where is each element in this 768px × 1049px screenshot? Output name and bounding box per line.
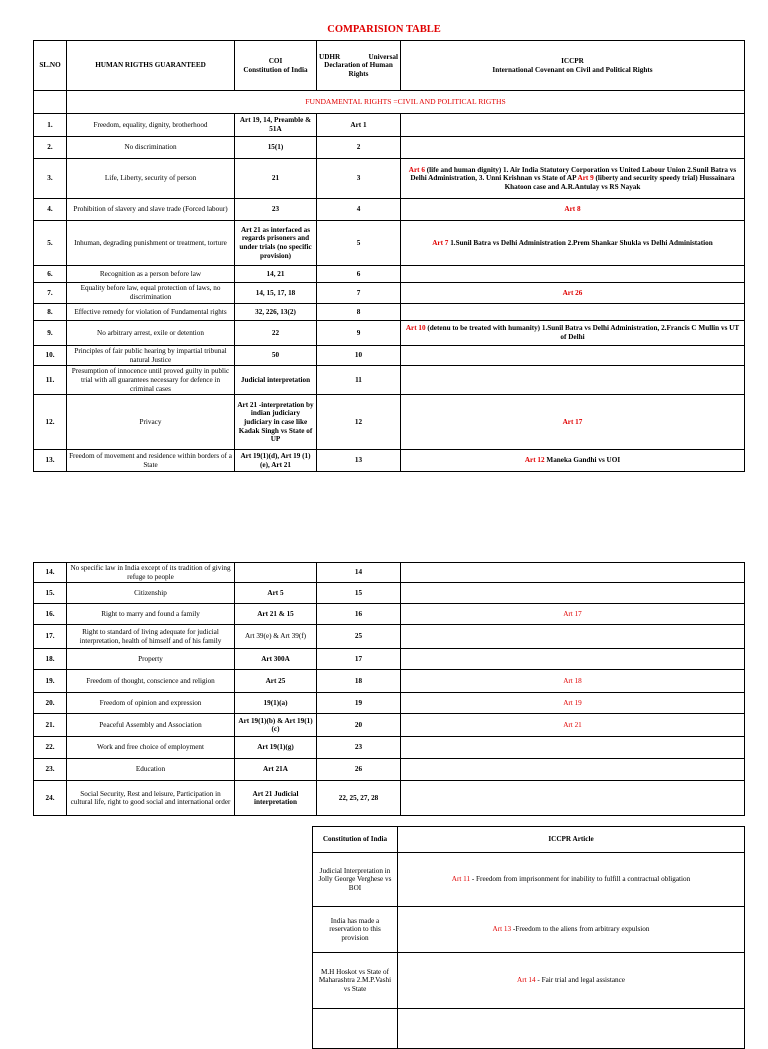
row-udhr: 19: [317, 693, 401, 714]
row-iccpr: [401, 304, 745, 321]
row-coi: Art 19(1)(b) & Art 19(1)(c): [235, 714, 317, 737]
row-udhr: 3: [317, 159, 401, 199]
table-row: [34, 693, 745, 714]
iccpr-header-article: ICCPR Article: [398, 827, 745, 853]
iccpr-header-row: [313, 827, 745, 853]
table-row: [313, 853, 745, 907]
row-right: No arbitrary arrest, exile or detention: [67, 321, 235, 346]
row-udhr: 7: [317, 283, 401, 304]
row-iccpr: [401, 266, 745, 283]
row-coi: 32, 226, 13(2): [235, 304, 317, 321]
row-iccpr: [401, 366, 745, 395]
row-right: Peaceful Assembly and Association: [67, 714, 235, 737]
row-right: Privacy: [67, 395, 235, 450]
row-number: 22.: [34, 737, 67, 759]
header-udhr: [317, 41, 401, 91]
row-udhr: 10: [317, 346, 401, 366]
header-row: [34, 41, 745, 91]
row-udhr: 8: [317, 304, 401, 321]
row-right: Presumption of innocence until proved guilty in public trial with all guarantees necessary for defence in criminal cases: [67, 366, 235, 395]
iccpr-article-table: [312, 826, 745, 1049]
row-coi: Judicial interpretation: [235, 366, 317, 395]
table-row: [34, 221, 745, 266]
row-right: Right to standard of living adequate for judicial interpretation, health of himself and of his family: [67, 625, 235, 649]
row-number: 2.: [34, 137, 67, 159]
row-coi: Art 21A: [235, 759, 317, 781]
iccpr-article: Art 26: [562, 288, 583, 297]
header-iccpr-full: International Covenant on Civil and Political Rights: [492, 65, 653, 74]
iccpr-article: Art 13: [492, 925, 512, 934]
row-coi: Art 5: [235, 583, 317, 604]
row-udhr: 18: [317, 670, 401, 693]
row-number: 18.: [34, 649, 67, 670]
row-udhr: 11: [317, 366, 401, 395]
row-coi: 15(1): [235, 137, 317, 159]
table-row: [34, 114, 745, 137]
row-number: 1.: [34, 114, 67, 137]
row-number: 16.: [34, 604, 67, 625]
iccpr-detail: Maneka Gandhi vs UOI: [544, 456, 621, 465]
header-udhr-full: Declaration of Human Rights: [324, 61, 393, 78]
row-number: 20.: [34, 693, 67, 714]
header-slno: SL.NO: [34, 41, 67, 91]
table-row: [34, 283, 745, 304]
row-coi: Art 21 & 15: [235, 604, 317, 625]
row-right: Citizenship: [67, 583, 235, 604]
row-right: No discrimination: [67, 137, 235, 159]
row-coi: 14, 21: [235, 266, 317, 283]
row-number: 24.: [34, 781, 67, 816]
row-coi: Art 300A: [235, 649, 317, 670]
row-right: Education: [67, 759, 235, 781]
iccpr-detail: - Freedom from imprisonment for inability to fulfill a contractual obligation: [470, 875, 691, 884]
row-number: 8.: [34, 304, 67, 321]
row-coi: Art 19(1)(d), Art 19 (1)(e), Art 21: [235, 450, 317, 472]
row-iccpr: [401, 283, 745, 304]
row-number: 13.: [34, 450, 67, 472]
row-coi: Art 19(1)(g): [235, 737, 317, 759]
row-udhr: 4: [317, 199, 401, 221]
iccpr-detail: (life and human dignity) 1. Air India Statutory Corporation vs United Labour Union 2.Sunil Batra vs Delhi Administration, 3. Unni Krishnan vs State of AP: [410, 165, 737, 183]
row-udhr: 13: [317, 450, 401, 472]
table-row: [34, 625, 745, 649]
iccpr-article: Art 7: [432, 238, 449, 247]
row-udhr: 25: [317, 625, 401, 649]
row-udhr: 20: [317, 714, 401, 737]
row-right: Freedom, equality, dignity, brotherhood: [67, 114, 235, 137]
header-coi-abbr: COI: [268, 56, 283, 65]
row-right: Freedom of thought, conscience and religion: [67, 670, 235, 693]
row-number: 9.: [34, 321, 67, 346]
row-coi: Art 21 Judicial interpretation: [235, 781, 317, 816]
row-iccpr: [401, 450, 745, 472]
row-iccpr: [401, 649, 745, 670]
header-udhr-abbr: UDHR: [319, 52, 341, 61]
row-iccpr-article: [398, 953, 745, 1009]
row-udhr: 17: [317, 649, 401, 670]
row-right: No specific law in India except of its tradition of giving refuge to people: [67, 563, 235, 583]
section-blank: [34, 91, 67, 114]
row-right: Work and free choice of employment: [67, 737, 235, 759]
row-coi: India has made a reservation to this provision: [313, 907, 398, 953]
iccpr-article: Art 8: [564, 205, 581, 214]
section-row: [34, 91, 745, 114]
row-udhr: 12: [317, 395, 401, 450]
comparison-table-main: [33, 40, 745, 472]
row-right: Social Security, Rest and leisure, Participation in cultural life, right to good social and international order: [67, 781, 235, 816]
header-udhr-word: Universal: [368, 52, 398, 61]
table-row: [34, 759, 745, 781]
row-iccpr: [401, 759, 745, 781]
row-iccpr: [401, 114, 745, 137]
iccpr-article: Art 11: [451, 875, 471, 884]
row-right: Equality before law, equal protection of laws, no discrimination: [67, 283, 235, 304]
table-row: [34, 159, 745, 199]
row-right: Life, Liberty, security of person: [67, 159, 235, 199]
row-udhr: 26: [317, 759, 401, 781]
row-iccpr: Art 19: [401, 693, 745, 714]
row-iccpr: [401, 346, 745, 366]
row-iccpr-article: [398, 853, 745, 907]
row-coi: Art 39(e) & Art 39(f): [235, 625, 317, 649]
row-right: Property: [67, 649, 235, 670]
row-number: 23.: [34, 759, 67, 781]
header-coi-full: Constitution of India: [243, 65, 308, 74]
row-coi: 19(1)(a): [235, 693, 317, 714]
row-udhr: 2: [317, 137, 401, 159]
table-row: [34, 604, 745, 625]
row-udhr: 16: [317, 604, 401, 625]
row-iccpr: [401, 199, 745, 221]
row-coi: 22: [235, 321, 317, 346]
row-iccpr: [401, 221, 745, 266]
iccpr-detail: 1.Sunil Batra vs Delhi Administration 2.Prem Shankar Shukla vs Delhi Administation: [448, 238, 713, 247]
row-number: 11.: [34, 366, 67, 395]
iccpr-article: Art 17: [562, 417, 583, 426]
iccpr-article: Art 6: [408, 165, 425, 174]
row-right: Inhuman, degrading punishment or treatment, torture: [67, 221, 235, 266]
row-right: Right to marry and found a family: [67, 604, 235, 625]
row-number: 4.: [34, 199, 67, 221]
row-iccpr: [401, 583, 745, 604]
row-number: 6.: [34, 266, 67, 283]
row-iccpr: [401, 781, 745, 816]
row-iccpr: [401, 321, 745, 346]
row-iccpr: [401, 625, 745, 649]
iccpr-article: Art 14: [517, 976, 536, 985]
page-title: COMPARISION TABLE: [327, 24, 441, 35]
row-coi: Art 19, 14, Preamble & 51A: [235, 114, 317, 137]
row-udhr: 14: [317, 563, 401, 583]
row-number: 17.: [34, 625, 67, 649]
iccpr-detail: (liberty and security speedy trial) Hussainara Khatoon case and A.R.Antulay vs RS Nayak: [504, 174, 735, 191]
table-row: [313, 1009, 745, 1049]
row-number: 5.: [34, 221, 67, 266]
row-udhr: 6: [317, 266, 401, 283]
row-number: 12.: [34, 395, 67, 450]
row-right: Prohibition of slavery and slave trade (Forced labour): [67, 199, 235, 221]
iccpr-detail: (detenu to be treated with humanity) 1.Sunil Batra vs Delhi Administration, 2.Francis C Mullin vs UT of Delhi: [425, 324, 740, 341]
header-rights: HUMAN RIGTHS GUARANTEED: [67, 41, 235, 91]
row-iccpr: [401, 737, 745, 759]
row-iccpr: [401, 159, 745, 199]
table-row: [34, 670, 745, 693]
table-row: [34, 366, 745, 395]
row-iccpr-article: [398, 1009, 745, 1049]
table-row: [34, 266, 745, 283]
table-row: [34, 583, 745, 604]
iccpr-article: Art 9: [577, 174, 594, 183]
row-number: 7.: [34, 283, 67, 304]
comparison-table-continued: [33, 562, 745, 816]
row-number: 19.: [34, 670, 67, 693]
row-right: Freedom of opinion and expression: [67, 693, 235, 714]
table-row: [34, 304, 745, 321]
row-right: Effective remedy for violation of Fundamental rights: [67, 304, 235, 321]
table-row: [34, 649, 745, 670]
row-iccpr: [401, 563, 745, 583]
row-number: 15.: [34, 583, 67, 604]
row-coi: 23: [235, 199, 317, 221]
table-row: [34, 781, 745, 816]
row-udhr: 15: [317, 583, 401, 604]
iccpr-detail: -Freedom to the aliens from arbitrary expulsion: [511, 925, 650, 934]
row-udhr: 22, 25, 27, 28: [317, 781, 401, 816]
row-coi: Art 25: [235, 670, 317, 693]
row-iccpr: Art 17: [401, 604, 745, 625]
row-udhr: 9: [317, 321, 401, 346]
iccpr-header-coi: Constitution of India: [313, 827, 398, 853]
header-iccpr: [401, 41, 745, 91]
table-row: [34, 714, 745, 737]
row-udhr: 23: [317, 737, 401, 759]
row-right: Recognition as a person before law: [67, 266, 235, 283]
row-udhr: 5: [317, 221, 401, 266]
row-coi: Art 21 as interfaced as regards prisoners and under trials (no specific provision): [235, 221, 317, 266]
table-row: [34, 199, 745, 221]
table-row: [34, 321, 745, 346]
section-title: FUNDAMENTAL RIGHTS =CIVIL AND POLITICAL RIGTHS: [67, 91, 745, 114]
row-coi: [235, 563, 317, 583]
row-iccpr: Art 18: [401, 670, 745, 693]
table-row: [313, 907, 745, 953]
row-coi: M.H Hoskot vs State of Maharashtra 2.M.P.Vashi vs State: [313, 953, 398, 1009]
row-coi: Judicial Interpretation in Jolly George Verghese vs BOI: [313, 853, 398, 907]
iccpr-article: Art 10: [405, 324, 426, 333]
row-number: 21.: [34, 714, 67, 737]
row-number: 3.: [34, 159, 67, 199]
row-iccpr: [401, 137, 745, 159]
row-coi: [313, 1009, 398, 1049]
header-coi: [235, 41, 317, 91]
row-right: Freedom of movement and residence within borders of a State: [67, 450, 235, 472]
row-udhr: Art 1: [317, 114, 401, 137]
table-row: [34, 563, 745, 583]
row-right: Principles of fair public hearing by impartial tribunal natural Justice: [67, 346, 235, 366]
row-iccpr-article: [398, 907, 745, 953]
row-coi: 14, 15, 17, 18: [235, 283, 317, 304]
table-row: [34, 346, 745, 366]
iccpr-article: Art 12: [524, 456, 545, 465]
table-row: [34, 737, 745, 759]
row-iccpr: Art 21: [401, 714, 745, 737]
row-number: 14.: [34, 563, 67, 583]
header-iccpr-abbr: ICCPR: [561, 56, 584, 65]
row-iccpr: [401, 395, 745, 450]
table-row: [34, 395, 745, 450]
row-coi: Art 21 -interpretation by indian judiciary judiciary in case like Kadak Singh vs State of UP: [235, 395, 317, 450]
row-number: 10.: [34, 346, 67, 366]
table-row: [313, 953, 745, 1009]
iccpr-detail: - Fair trial and legal assistance: [535, 976, 625, 985]
table-row: [34, 137, 745, 159]
row-coi: 50: [235, 346, 317, 366]
row-coi: 21: [235, 159, 317, 199]
table-row: [34, 450, 745, 472]
